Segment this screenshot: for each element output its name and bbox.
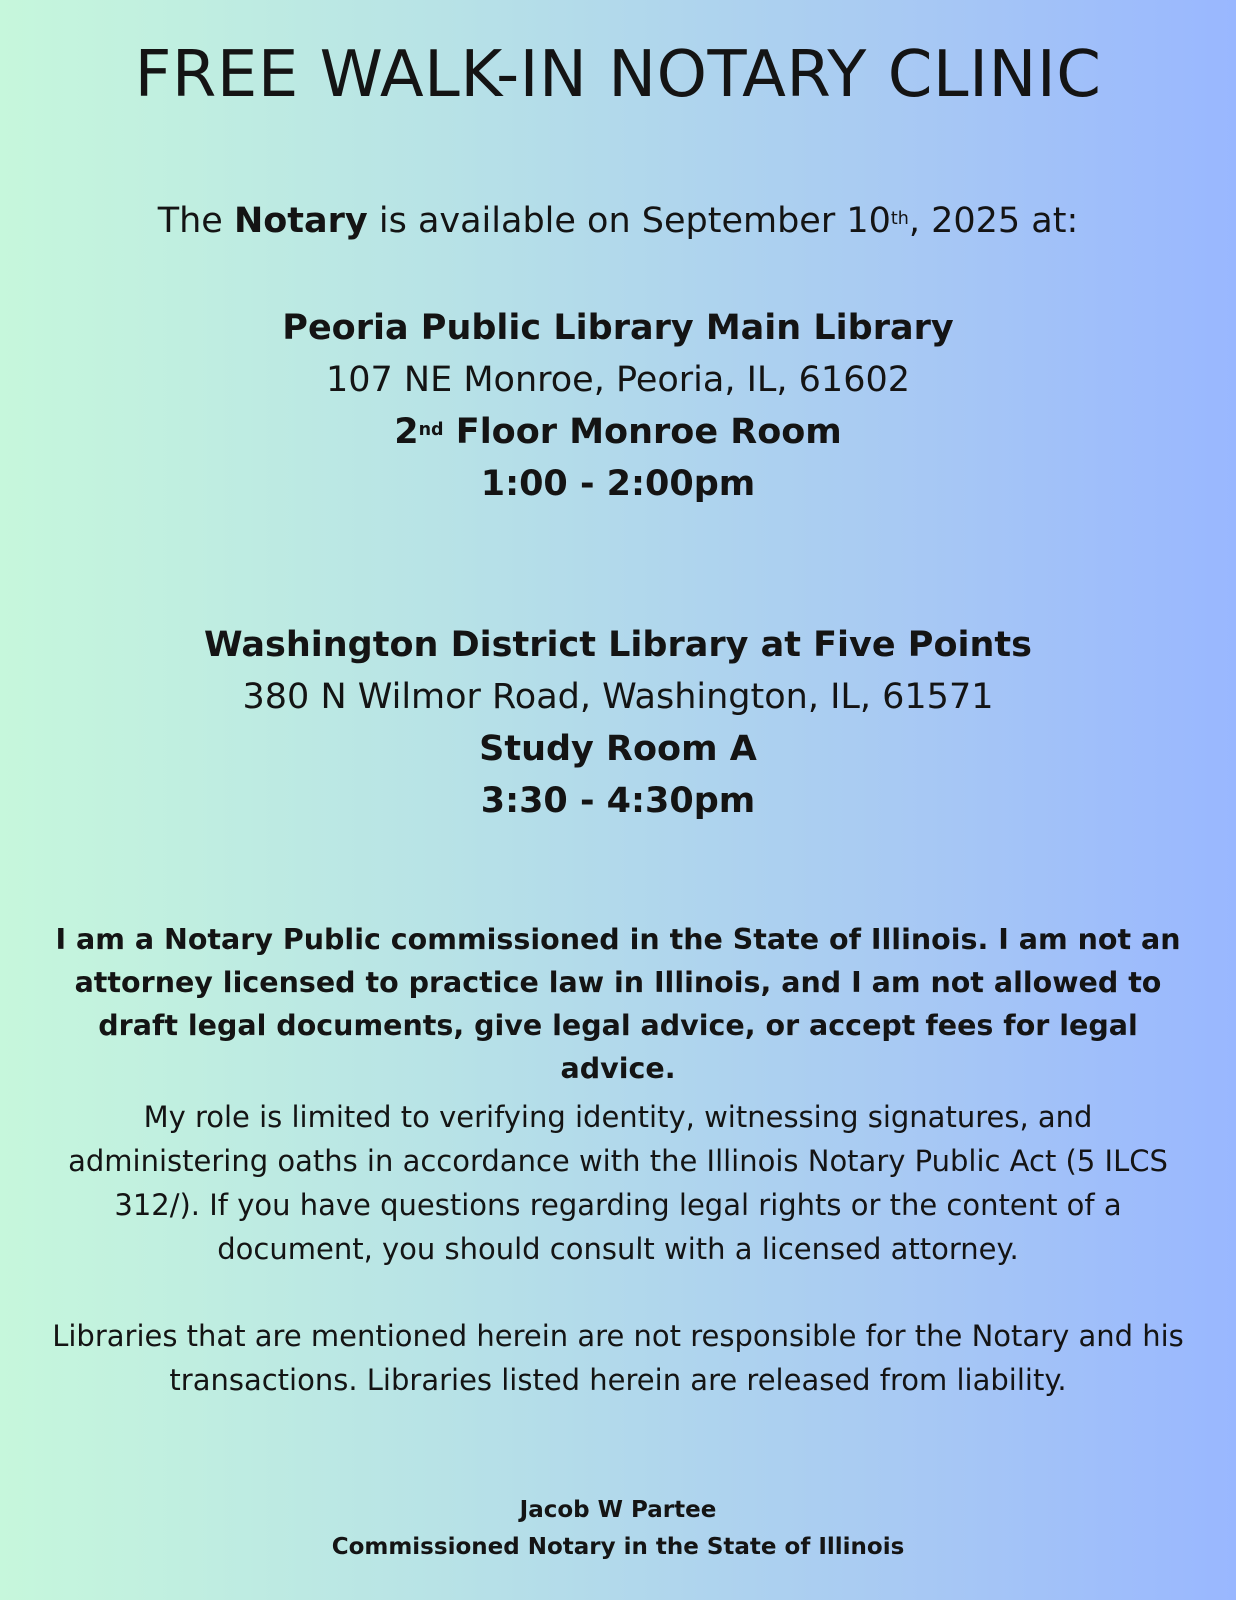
location-washington — [0, 619, 1236, 827]
signer-name: Jacob W Partee — [519, 1497, 717, 1523]
signer-title: Commissioned Notary in the State of Illinois — [331, 1534, 905, 1560]
room-floor-number: 2 — [394, 412, 419, 452]
intro-suffix: , 2025 at: — [908, 201, 1079, 241]
flyer-title: FREE WALK-IN NOTARY CLINIC — [134, 38, 1102, 112]
room-floor-superscript: nd — [418, 420, 444, 440]
intro-middle: is available on September 10 — [367, 201, 891, 241]
location-name: Washington District Library at Five Points — [204, 625, 1032, 665]
location-room — [0, 406, 1236, 458]
location-time: 1:00 - 2:00pm — [480, 464, 756, 504]
intro-prefix: The — [157, 201, 234, 241]
location-address: 380 N Wilmor Road, Washington, IL, 61571 — [242, 677, 994, 717]
libraries-liability-paragraph: Libraries that are mentioned herein are not responsible for the Notary and his transactions. Libraries listed herein are released from liability. — [52, 1319, 1184, 1397]
location-name: Peoria Public Library Main Library — [282, 308, 954, 348]
intro-superscript: th — [890, 209, 909, 229]
location-time: 3:30 - 4:30pm — [480, 781, 756, 821]
room-floor-rest: Floor Monroe Room — [443, 412, 842, 452]
location-address: 107 NE Monroe, Peoria, IL, 61602 — [326, 360, 910, 400]
location-room: Study Room A — [479, 729, 757, 769]
location-peoria — [0, 302, 1236, 510]
signer-block — [0, 1492, 1236, 1566]
role-paragraph: My role is limited to verifying identity, witnessing signatures, and administering oaths in accordance with the Illinois Notary Public Act (5 ILCS 312/). If you have questions regarding legal rights or the content of a document, you should consult with a licensed attorney. — [68, 1100, 1168, 1266]
notary-disclaimer: I am a Notary Public commissioned in the State of Illinois. I am not an attorney licensed to practice law in Illinois, and I am not allowed to draft legal documents, give legal advice, or accept fees for legal advice. — [55, 923, 1181, 1085]
availability-intro — [0, 198, 1236, 244]
intro-bold-notary: Notary — [233, 201, 368, 241]
